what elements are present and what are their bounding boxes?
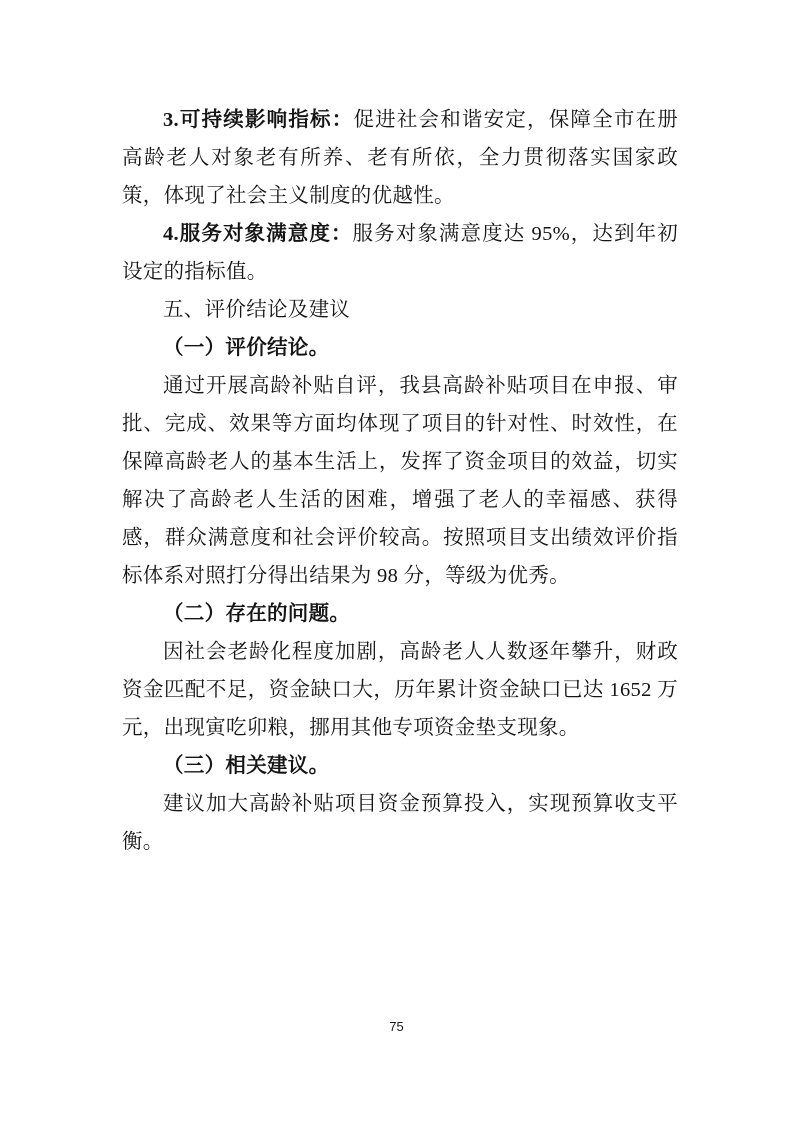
paragraph-existing-problems: 因社会老龄化程度加剧，高龄老人人数逐年攀升，财政资金匹配不足，资金缺口大，历年累计资金缺口已达 1652 万元，出现寅吃卯粮，挪用其他专项资金垫支现象。 — [122, 641, 678, 739]
subheading-evaluation-conclusion: （一）评价结论。 — [163, 337, 330, 359]
paragraph-evaluation-conclusion: 通过开展高龄补贴自评，我县高龄补贴项目在申报、审批、完成、效果等方面均体现了项目的针对性、时效性，在保障高龄老人的基本生活上，发挥了资金项目的效益，切实解决了高龄老人生活的困难，增强了老人的幸福感、获得感，群众满意度和社会评价较高。按照项目支出绩效评价指标体系对照打分得出结果为 98 分，等级为优秀。 — [122, 375, 678, 587]
section-heading-conclusion-and-suggestions: 五、评价结论及建议 — [163, 298, 351, 321]
paragraph-service-satisfaction — [122, 215, 678, 291]
paragraph-service-satisfaction-lead: 4.服务对象满意度： — [163, 223, 353, 245]
paragraph-related-suggestions: 建议加大高龄补贴项目资金预算投入，实现预算收支平衡。 — [122, 793, 678, 853]
paragraph-sustainable-impact-lead: 3.可持续影响指标： — [163, 109, 354, 131]
subheading-related-suggestions: （三）相关建议。 — [163, 755, 330, 777]
paragraph-sustainable-impact — [122, 101, 678, 215]
subheading-existing-problems: （二）存在的问题。 — [163, 603, 351, 625]
page-number: 75 — [389, 1019, 404, 1034]
paragraph-service-satisfaction-text: 服务对象满意度达 95%，达到年初设定的指标值。 — [122, 223, 678, 283]
document-body — [122, 101, 678, 861]
paragraph-sustainable-impact-text: 促进社会和谐安定，保障全市在册高龄老人对象老有所养、老有所依，全力贯彻落实国家政策，体现了社会主义制度的优越性。 — [122, 109, 679, 207]
page-footer — [0, 1019, 793, 1034]
